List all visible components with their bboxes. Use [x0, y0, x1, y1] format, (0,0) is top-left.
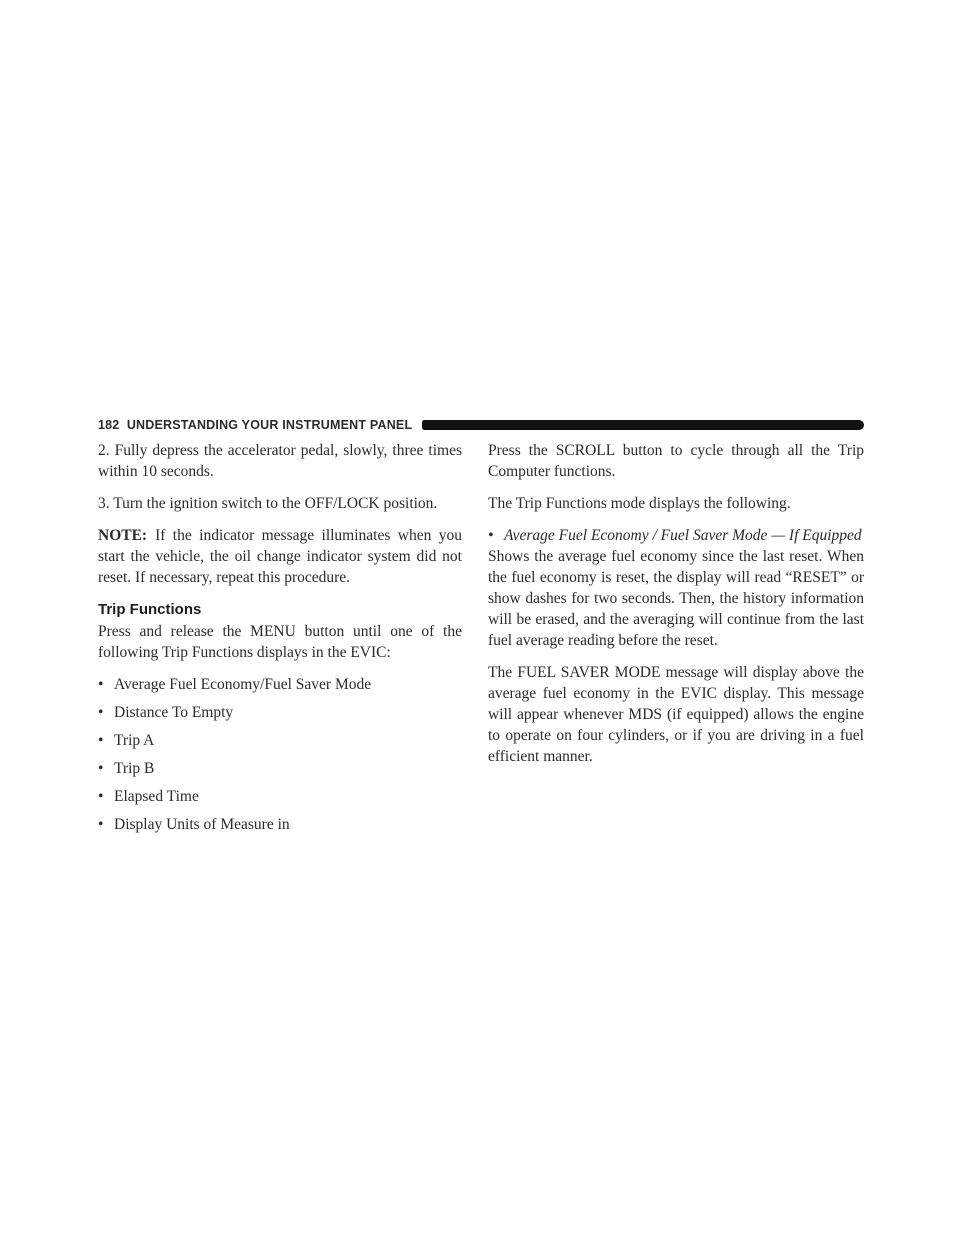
bullet-icon: •	[98, 788, 104, 805]
bullet-icon: •	[98, 760, 104, 777]
trip-functions-list	[98, 674, 462, 835]
right-column	[488, 440, 864, 778]
fuel-economy-description: Shows the average fuel economy since the last reset. When the fuel economy is reset, the display will read “RESET” or show dashes for two seconds. Then, the history information will be erased, and the averaging will continue from the last fuel average reading before the reset.	[488, 548, 864, 649]
list-item-text: Distance To Empty	[114, 704, 234, 721]
note-text: If the indicator message illuminates when you start the vehicle, the oil change indicator system did not reset. If necessary, repeat this procedure.	[98, 527, 462, 586]
note-paragraph	[98, 525, 462, 588]
intro-paragraph: Press and release the MENU button until one of the following Trip Functions displays in the EVIC:	[98, 623, 462, 661]
list-item-text: Elapsed Time	[114, 788, 199, 805]
page-number: 182	[98, 418, 120, 432]
list-item-text: Trip B	[114, 760, 155, 777]
scroll-paragraph: Press the SCROLL button to cycle through all the Trip Computer functions.	[488, 442, 864, 480]
bullet-icon: •	[488, 527, 494, 544]
section-title: UNDERSTANDING YOUR INSTRUMENT PANEL	[126, 418, 413, 432]
note-label: NOTE:	[98, 527, 148, 544]
list-item	[98, 758, 462, 779]
list-item	[98, 702, 462, 723]
list-item	[98, 730, 462, 751]
bullet-icon: •	[98, 676, 104, 693]
header-label	[98, 418, 422, 432]
bullet-icon: •	[98, 732, 104, 749]
list-item	[98, 814, 462, 835]
modes-paragraph: The Trip Functions mode displays the following.	[488, 495, 791, 512]
fuel-economy-list	[488, 525, 864, 546]
list-item	[98, 674, 462, 695]
list-item	[488, 525, 864, 546]
header-rule	[422, 420, 864, 430]
list-item-text: Trip A	[114, 732, 155, 749]
bullet-icon: •	[98, 816, 104, 833]
list-item-text: Average Fuel Economy / Fuel Saver Mode — If Equipped	[504, 527, 862, 544]
bullet-icon: •	[98, 704, 104, 721]
page-header	[98, 416, 864, 434]
section-heading: Trip Functions	[98, 601, 202, 618]
step-2-paragraph: 2. Fully depress the accelerator pedal, slowly, three times within 10 seconds.	[98, 442, 462, 480]
list-item-text: Display Units of Measure in	[114, 816, 290, 833]
list-item	[98, 786, 462, 807]
list-item-text: Average Fuel Economy/Fuel Saver Mode	[114, 676, 372, 693]
left-column	[98, 440, 462, 842]
step-3-paragraph: 3. Turn the ignition switch to the OFF/LOCK position.	[98, 495, 438, 512]
fuel-saver-paragraph: The FUEL SAVER MODE message will display above the average fuel economy in the EVIC display. This message will appear whenever MDS (if equipped) allows the engine to operate on four cylinders, or if you are driving in a fuel efficient manner.	[488, 664, 864, 765]
